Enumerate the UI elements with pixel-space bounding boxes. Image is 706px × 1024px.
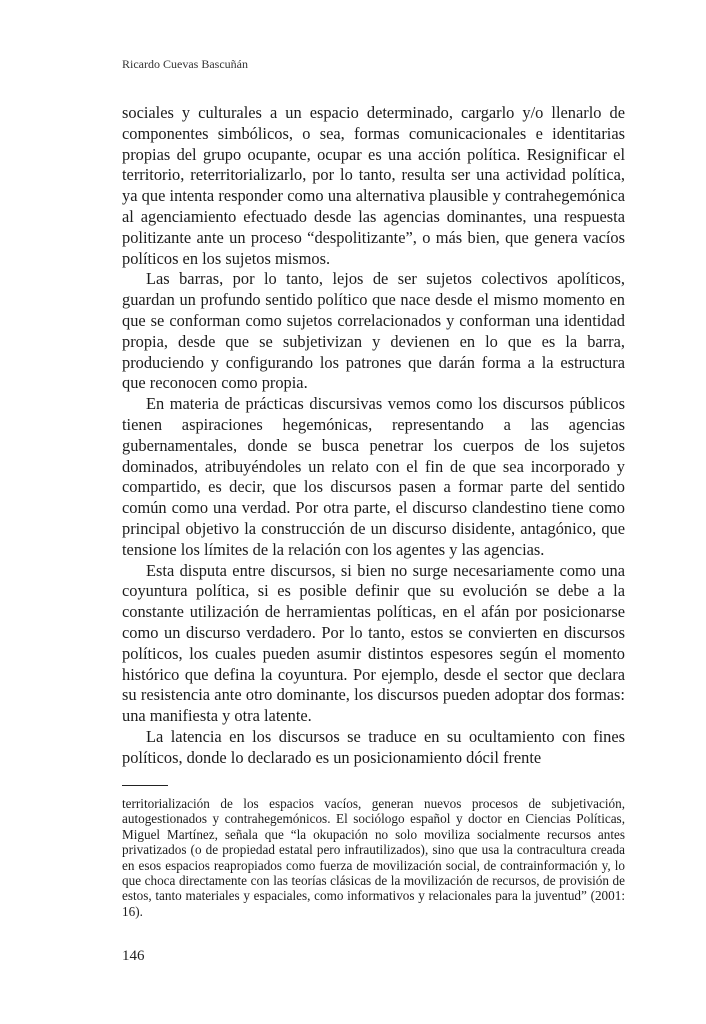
paragraph-3: En materia de prácticas discursivas vemos como los discursos públicos tienen aspiraciones hegemónicas, representando a las agencias gubernamentales, donde se busca penetrar los cuerpos de los sujetos dominados, atribuyéndoles un relato con el fin de que sea incorporado y compartido, es decir, que los discursos pasen a formar parte del sentido común como una verdad. Por otra parte, el discurso clandestino tiene como principal objetivo la construcción de un discurso disidente, antagónico, que tensione los límites de la relación con los agentes y las agencias. bbox=[122, 394, 625, 559]
page-number: 146 bbox=[122, 948, 145, 964]
paragraph-4: Esta disputa entre discursos, si bien no surge necesariamente como una coyuntura política, si es posible definir que su evolución se debe a la constante utilización de herramientas políticas, en el afán por posicionarse como un discurso verdadero. Por lo tanto, estos se convierten en discursos políticos, los cuales pueden asumir distintos espesores según el momento histórico que defina la coyuntura. Por ejemplo, desde el sector que declara su resistencia ante otro dominante, los discursos pueden adoptar dos formas: una manifiesta y otra latente. bbox=[122, 560, 625, 726]
footnote-divider bbox=[122, 785, 168, 786]
paragraph-2: Las barras, por lo tanto, lejos de ser sujetos colectivos apolíticos, guardan un profundo sentido político que nace desde el mismo momento en que se conforman como sujetos correlacionados y conforman una identidad propia, desde que se subjetivizan y devienen en lo que es la barra, produciendo y configurando los patrones que darán forma a la estructura que reconocen como propia. bbox=[122, 269, 625, 393]
footnote-text: territorialización de los espacios vacíos, generan nuevos procesos de subjetivación, autogestionados y contrahegemónicos. El sociólogo español y doctor en Ciencias Políticas, Miguel Martínez, señala que “la okupación no solo moviliza socialmente recursos antes privatizados (o de propiedad estatal pero infrautilizados), sino que usa la contracultura creada en esos espacios reapropiados como fuerza de movilización social, de contrainformación y, lo que choca directamente con las teorías clásicas de la movilización de recursos, de provisión de estos, tanto materiales y espaciales, como informativos y relacionales para la juventud” (2001: 16). bbox=[122, 796, 625, 919]
paragraph-1: sociales y culturales a un espacio determinado, cargarlo y/o llenarlo de componentes simbólicos, o sea, formas comunicacionales e identitarias propias del grupo ocupante, ocupar es una acción política. Resignificar el territorio, reterritorializarlo, por lo tanto, resulta ser una actividad política, ya que intenta responder como una alternativa plausible y contrahegemónica al agenciamiento efectuado desde las agencias dominantes, una respuesta politizante ante un proceso “despolitizante”, o más bien, que genera vacíos políticos en los sujetos mismos. bbox=[122, 103, 625, 268]
paragraph-5: La latencia en los discursos se traduce en su ocultamiento con fines políticos, donde lo declarado es un posicionamiento dócil frente bbox=[122, 726, 625, 767]
body-text bbox=[122, 103, 625, 769]
running-head-author: Ricardo Cuevas Bascuñán bbox=[122, 57, 248, 71]
